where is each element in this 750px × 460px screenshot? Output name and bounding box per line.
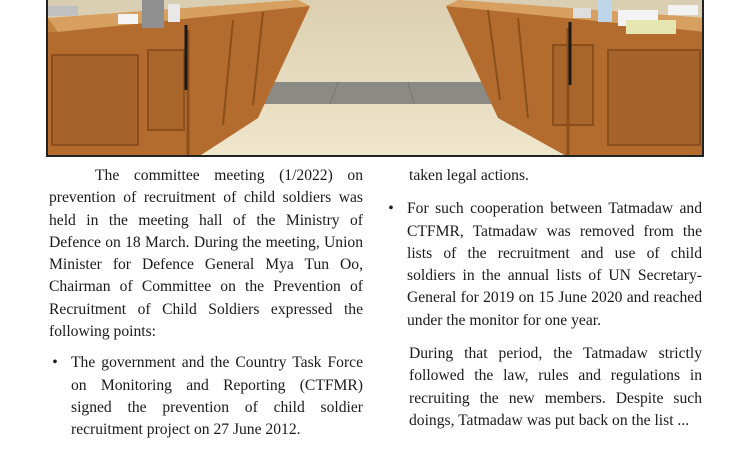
bullet-icon: • — [52, 354, 58, 372]
intro-paragraph: The committee meeting (1/2022) on prevention of recruitment of child soldiers was held in the meeting hall of the Ministry of Defence on 18 March. During the meeting, Union Minister for Defence General Mya Tun Oo, Chairman of Committee on the Prevention of Recruitment of Child Soldiers expressed the following points: — [49, 167, 363, 341]
bullet-text: For such cooperation between Tatmadaw and CTFMR, Tatmadaw was removed from the lists of the recruitment and use of child soldiers in the annual lists of UN Secretary-General for 2019 on 15 June 2020 and reached under the monitor for one year. — [407, 200, 702, 329]
meeting-hall-photo — [46, 0, 704, 157]
continuation-text: taken legal actions. — [409, 167, 529, 184]
bullet-text: The government and the Country Task Force on Monitoring and Reporting (CTFMR) signed the prevention of child soldier recruitment project on 27 June 2012. — [71, 354, 363, 439]
right-column — [385, 165, 702, 432]
body-paragraph: During that period, the Tatmadaw strictly followed the law, rules and regulations in recruiting the new members. Despite such doings, Tatmadaw was put back on the list ... — [409, 345, 702, 429]
bullet-item — [49, 352, 363, 441]
left-column — [49, 165, 363, 442]
bullet-icon: • — [388, 200, 394, 218]
bullet-item — [385, 198, 702, 332]
meeting-hall-illustration — [48, 0, 704, 157]
